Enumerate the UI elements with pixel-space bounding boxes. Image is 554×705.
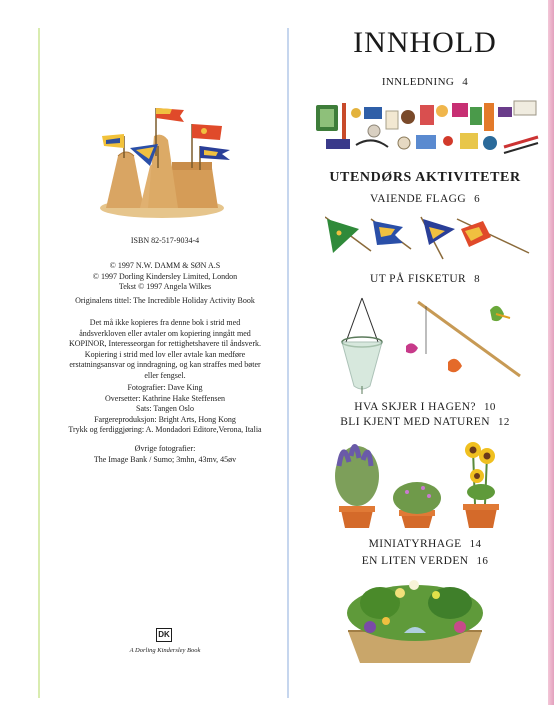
- legal-line: KOPINOR, Interesseorgan for rettighetshavere til åndsverk.: [68, 339, 262, 348]
- toc-entry-page: 8: [474, 273, 481, 285]
- credits-block: [60, 383, 270, 436]
- credit-line: Sats: Tangen Oslo: [136, 404, 194, 413]
- toc-entry-fishing: [300, 273, 550, 285]
- toc-entry-miniature-garden: [300, 538, 550, 550]
- toc-entry-page: 10: [483, 401, 496, 413]
- other-photos-block: [60, 444, 270, 465]
- toc-entry-page: 6: [474, 193, 480, 205]
- original-title-block: [60, 296, 270, 307]
- copyright-line: © 1997 Dorling Kindersley Limited, London: [92, 271, 238, 281]
- credit-line: Trykk og ferdiggjøring: A. Mondadori Editore,Verona, Italia: [68, 425, 262, 434]
- craft-tools-photo: [312, 97, 542, 159]
- page-gutter-rule: [287, 28, 289, 698]
- toc-entry-label: HVA SKJER I HAGEN?: [354, 401, 476, 413]
- dk-logo: DK: [156, 628, 172, 642]
- sandcastle-with-flags-illustration: [92, 96, 242, 226]
- page-edge: [548, 0, 554, 705]
- toc-entry-label: EN LITEN VERDEN: [361, 555, 469, 567]
- toc-entry-label: VAIENDE FLAGG: [370, 193, 467, 205]
- credit-line: Fargereproduksjon: Bright Arts, Hong Kong: [94, 414, 236, 424]
- credit-line: Oversetter: Kathrine Hake Steffensen: [104, 393, 226, 403]
- copyright-block: [60, 261, 270, 293]
- isbn-line: [60, 236, 270, 247]
- legal-line: Det må ikke kopieres fra denne bok i strid med: [89, 318, 241, 327]
- potted-plants-photo: [325, 436, 515, 531]
- toc-entry-label: MINIATYRHAGE: [368, 538, 462, 550]
- copyright-line: © 1997 N.W. DAMM & SØN A.S: [109, 261, 221, 270]
- waving-flags-illustration: [325, 215, 530, 265]
- toc-entry-page: 12: [497, 416, 510, 428]
- toc-entry-page: 16: [476, 555, 489, 567]
- legal-line: åndsverkloven eller avtaler om kopiering inngått med: [79, 328, 251, 338]
- original-title: Originalens tittel: The Incredible Holiday Activity Book: [75, 296, 255, 305]
- legal-notice-block: [60, 318, 270, 381]
- credit-line: Fotografier: Dave King: [127, 383, 203, 392]
- toc-entry-page: 14: [469, 538, 482, 550]
- publisher-tagline: A Dorling Kindersley Book: [129, 647, 201, 654]
- other-photos-line: The Image Bank / Sumo; 3mhn, 43mv, 45øv: [93, 454, 237, 464]
- toc-entry-garden: [300, 401, 550, 413]
- toc-entry-intro: [300, 76, 550, 88]
- toc-entry-small-world: [300, 555, 550, 567]
- left-margin-rule: [38, 28, 40, 698]
- legal-line: Kopiering i strid med lov eller avtale kan medføre: [84, 349, 246, 359]
- miniature-garden-photo: [340, 573, 490, 665]
- legal-line: eller fengsel.: [144, 370, 186, 380]
- toc-entry-label: BLI KJENT MED NATUREN: [340, 416, 490, 428]
- toc-entry-nature: [300, 416, 550, 428]
- copyright-line: Tekst © 1997 Angela Wilkes: [118, 282, 212, 291]
- section-heading: UTENDØRS AKTIVITETER: [329, 170, 521, 185]
- legal-line: erstatningsansvar og inndragning, og kan straffes med bøter: [69, 360, 261, 369]
- toc-entry-label: UT PÅ FISKETUR: [369, 273, 467, 285]
- other-photos-line: Øvrige fotografier:: [134, 444, 196, 453]
- isbn-text: ISBN 82-517-9034-4: [130, 236, 200, 245]
- fishing-net-and-rod-photo: [340, 296, 525, 396]
- toc-entry-page: 4: [462, 76, 469, 88]
- toc-entry-label: INNLEDNING: [381, 76, 455, 88]
- page-title: INNHOLD: [353, 26, 497, 59]
- toc-entry-flags: [300, 193, 550, 205]
